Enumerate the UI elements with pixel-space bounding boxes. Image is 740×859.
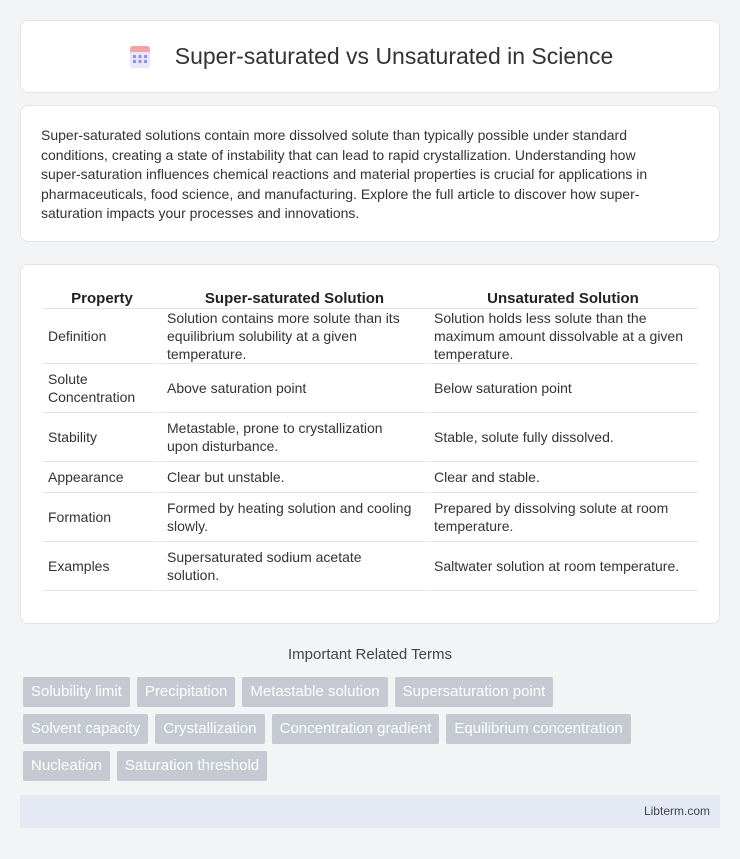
property-cell: Examples xyxy=(43,542,161,591)
unsaturated-cell: Prepared by dissolving solute at room temperature. xyxy=(428,493,698,542)
table-header-row xyxy=(43,285,698,309)
property-cell: Formation xyxy=(43,493,161,542)
table-row xyxy=(43,462,698,493)
tag-row xyxy=(23,714,723,744)
intro-line: super-saturation influences chemical reactions and material properties is crucial for applications in xyxy=(41,166,648,183)
super-saturated-cell: Metastable, prone to crystallization upon disturbance. xyxy=(161,413,428,462)
tag-concentration-gradient[interactable]: Concentration gradient xyxy=(272,714,440,744)
unsaturated-cell: Solution holds less solute than the maximum amount dissolvable at a given temperature. xyxy=(428,309,698,364)
super-saturated-cell: Supersaturated sodium acetate solution. xyxy=(161,542,428,591)
page-title: Super-saturated vs Unsaturated in Science xyxy=(174,43,614,69)
comparison-table-card xyxy=(20,264,720,624)
table-row xyxy=(43,542,698,591)
super-saturated-cell: Above saturation point xyxy=(161,364,428,413)
comparison-table xyxy=(43,285,698,591)
column-header-super-saturated: Super-saturated Solution xyxy=(161,285,428,309)
column-header-unsaturated: Unsaturated Solution xyxy=(428,285,698,309)
tag-equilibrium-concentration[interactable]: Equilibrium concentration xyxy=(446,714,630,744)
unsaturated-cell: Stable, solute fully dissolved. xyxy=(428,413,698,462)
table-row xyxy=(43,309,698,364)
property-cell: Definition xyxy=(43,309,161,364)
intro-card xyxy=(20,105,720,242)
unsaturated-cell: Saltwater solution at room temperature. xyxy=(428,542,698,591)
tag-solubility-limit[interactable]: Solubility limit xyxy=(23,677,130,707)
header-card xyxy=(20,20,720,93)
tag-supersaturation-point[interactable]: Supersaturation point xyxy=(395,677,554,707)
related-terms xyxy=(23,677,723,788)
column-header-property: Property xyxy=(43,285,161,309)
intro-line: Super-saturated solutions contain more dissolved solute than typically possible under standard xyxy=(41,127,628,143)
table-row xyxy=(43,413,698,462)
property-cell: Solute Concentration xyxy=(43,364,161,413)
footer xyxy=(20,795,720,828)
intro-line: saturation impacts your processes and innovations. xyxy=(41,205,360,222)
tag-row xyxy=(23,751,723,781)
intro-line: conditions, creating a state of instability that can lead to rapid crystallization. Understanding how xyxy=(41,146,636,163)
tag-row xyxy=(23,677,723,707)
super-saturated-cell: Clear but unstable. xyxy=(161,462,428,493)
super-saturated-cell: Solution contains more solute than its equilibrium solubility at a given temperature. xyxy=(161,309,428,364)
property-cell: Stability xyxy=(43,413,161,462)
intro-line: pharmaceuticals, food science, and manufacturing. Explore the full article to discover how super- xyxy=(41,185,640,202)
tag-nucleation[interactable]: Nucleation xyxy=(23,751,110,781)
intro-paragraph xyxy=(41,126,699,224)
tag-precipitation[interactable]: Precipitation xyxy=(137,677,236,707)
property-cell: Appearance xyxy=(43,462,161,493)
tag-saturation-threshold[interactable]: Saturation threshold xyxy=(117,751,267,781)
super-saturated-cell: Formed by heating solution and cooling slowly. xyxy=(161,493,428,542)
table-row xyxy=(43,493,698,542)
calculator-icon xyxy=(127,44,153,70)
footer-site-link[interactable]: Libterm.com xyxy=(643,804,710,818)
unsaturated-cell: Clear and stable. xyxy=(428,462,698,493)
tag-metastable-solution[interactable]: Metastable solution xyxy=(242,677,387,707)
related-terms-title: Important Related Terms xyxy=(288,646,452,663)
tag-solvent-capacity[interactable]: Solvent capacity xyxy=(23,714,148,744)
table-row xyxy=(43,364,698,413)
unsaturated-cell: Below saturation point xyxy=(428,364,698,413)
tag-crystallization[interactable]: Crystallization xyxy=(155,714,264,744)
